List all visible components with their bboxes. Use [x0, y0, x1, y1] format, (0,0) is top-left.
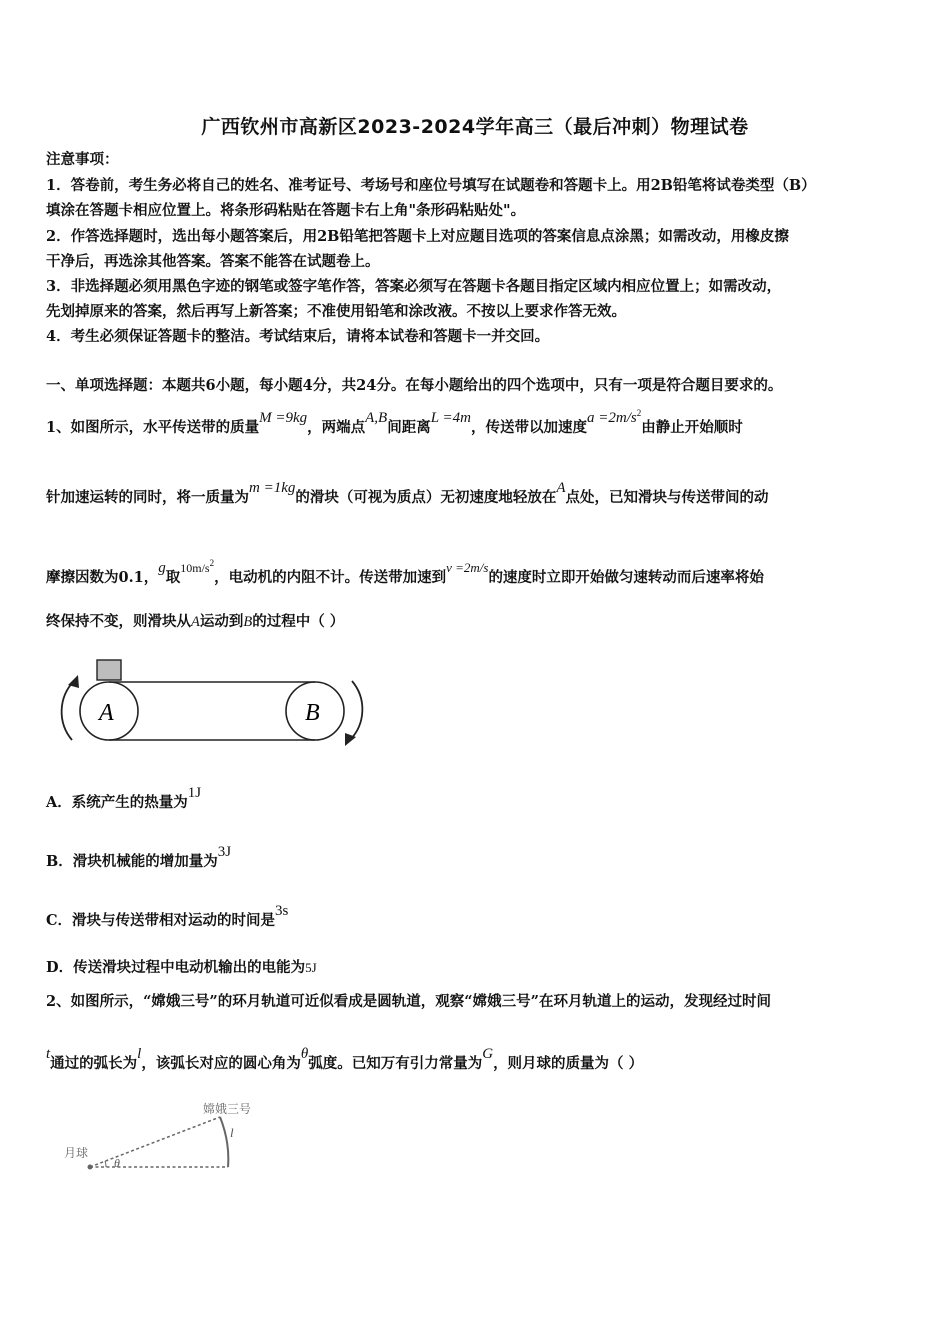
q2-line-1: 2、如图所示，“嫦娥三号”的环月轨道可近似看成是圆轨道，观察“嫦娥三号”在环月轨道上的运动，发现经过时间 — [46, 993, 771, 1010]
probe-label: 嫦娥三号 — [203, 1102, 252, 1116]
note-2b: 干净后，再选涂其他答案。答案不能答在试题卷上。 — [46, 253, 380, 270]
pulley-b-label: B — [305, 700, 320, 726]
slider-block — [97, 660, 121, 680]
note-1a: 1．答卷前，考生务必将自己的姓名、准考证号、考场号和座位号填写在试题卷和答题卡上。用2B铅笔将试卷类型（B） — [46, 177, 816, 194]
q1-option-c: C．滑块与传送带相对运动的时间是3s — [46, 903, 289, 929]
note-1b: 填涂在答题卡相应位置上。将条形码粘贴在答题卡右上角"条形码粘贴处"。 — [46, 202, 526, 219]
note-4: 4．考生必须保证答题卡的整洁。考试结束后，请将本试卷和答题卡一并交回。 — [46, 328, 550, 345]
rotation-arrow-left-icon — [62, 681, 74, 740]
page-title: 广西钦州市高新区2023-2024学年高三（最后冲刺）物理试卷 — [201, 116, 749, 138]
section-heading: 一、单项选择题：本题共6小题，每小题4分，共24分。在每小题给出的四个选项中，只有一项是符合题目要求的。 — [46, 377, 783, 394]
note-3a: 3．非选择题必须用黑色字迹的钢笔或签字笔作答，答案必须写在答题卡各题目指定区域内相应位置上；如需改动， — [46, 278, 782, 295]
note-3b: 先划掉原来的答案，然后再写上新答案；不准使用铅笔和涂改液。不按以上要求作答无效。 — [46, 303, 626, 320]
pulley-a-label: A — [99, 700, 114, 726]
q1-option-b: B．滑块机械能的增加量为3J — [46, 844, 232, 870]
q2-line-2: t通过的弧长为l，该弧长对应的圆心角为θ弧度。已知万有引力常量为G，则月球的质量为（ ） — [46, 1046, 644, 1072]
q1-line-1: 1、如图所示，水平传送带的质量M =9kg，两端点A,B间距离L =4m，传送带以加速度$a =2m/s^2$由静止开始顺时 — [46, 408, 743, 436]
conveyor-belt-figure — [52, 655, 382, 750]
moon-label: 月球 — [64, 1146, 89, 1160]
lunar-orbit-figure — [60, 1095, 280, 1175]
q1-option-a: A．系统产生的热量为1J — [46, 785, 202, 811]
rotation-arrow-right-icon — [350, 681, 362, 740]
note-2a: 2．作答选择题时，选出每小题答案后，用2B铅笔把答题卡上对应题目选项的答案信息点涂黑；如需改动，用橡皮擦 — [46, 228, 789, 245]
q1-line-2: 针加速运转的同时，将一质量为m =1kg的滑块（可视为质点）无初速度地轻放在A点处，已知滑块与传送带间的动 — [46, 480, 769, 506]
angle-label: θ — [114, 1156, 120, 1170]
q1-line-4: 终保持不变，则滑块从A运动到B的过程中（ ） — [46, 613, 345, 630]
q1-line-3: 摩擦因数为0.1，g取$10m/s^2$，电动机的内阻不计。传送带加速到v =2m/s的速度时立即开始做匀速转动而后速率将始 — [46, 558, 764, 586]
arc-length-label: l — [230, 1125, 234, 1140]
notes-heading: 注意事项： — [46, 151, 119, 168]
q1-option-d: D．传送滑块过程中电动机输出的电能为5J — [46, 959, 317, 976]
